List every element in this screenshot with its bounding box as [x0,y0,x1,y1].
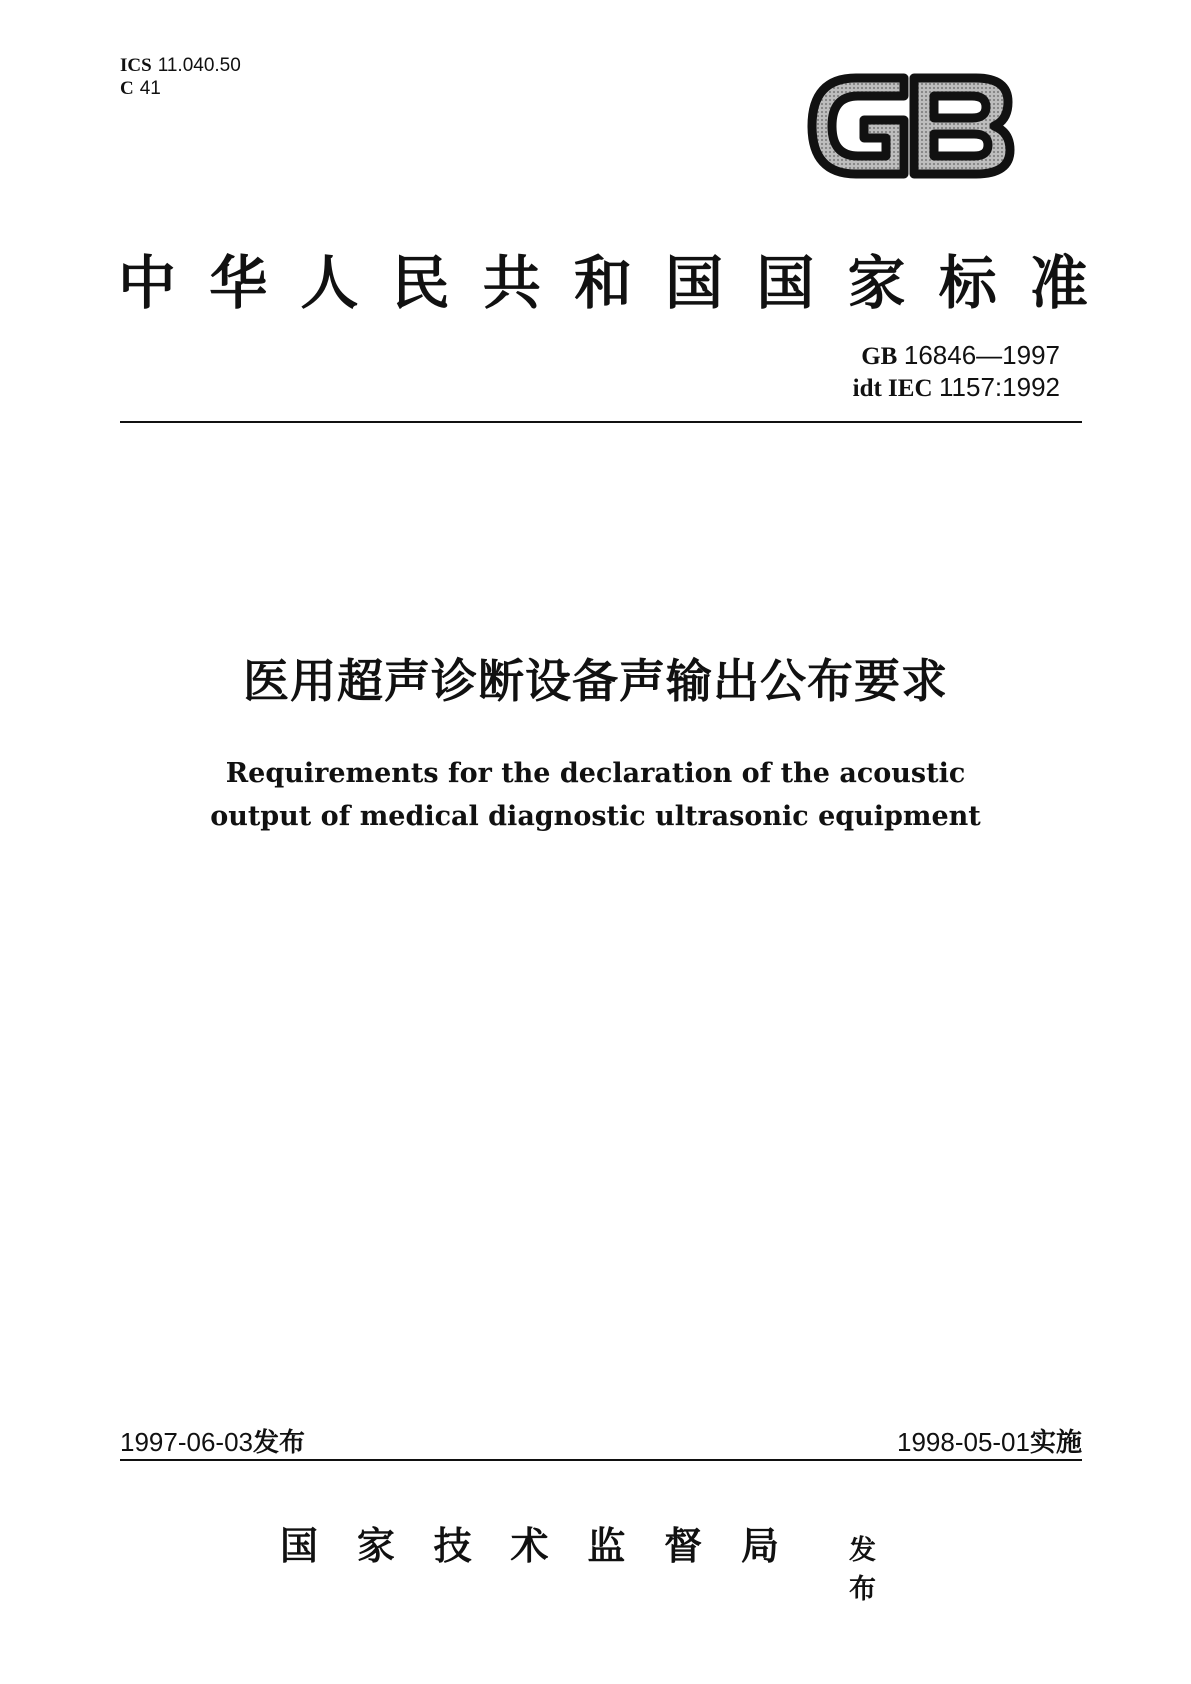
document-title-chinese: 医用超声诊断设备声输出公布要求 [243,654,948,708]
bottom-divider [120,1459,1082,1461]
title-char: 国 [756,249,815,317]
issuer-char: 术 [510,1523,549,1568]
idt-number [690,372,1060,404]
title-char: 华 [209,249,268,317]
issuer-char: 督 [664,1523,703,1568]
title-char: 共 [482,249,541,317]
implementation-date: 1998-05-01 [896,1427,1030,1457]
issuer-char: 局 [740,1523,779,1568]
issuer-char: 国 [280,1523,319,1568]
title-char: 国 [665,249,724,317]
issuer-action: 发布 [848,1535,886,1605]
classification-codes [120,54,241,100]
ccs-label: C [120,78,134,99]
title-char: 准 [1029,249,1088,317]
issue-date: 1997-06-03 [120,1427,253,1457]
ics-code [120,54,241,77]
document-title-english [0,752,1191,838]
issuer-block [280,1515,920,1606]
ccs-value: 41 [139,78,161,99]
title-char: 民 [391,249,450,317]
gb-number-value: 16846—1997 [903,340,1060,370]
issue-date-block [120,1422,305,1459]
title-char: 和 [573,249,632,317]
idt-number-label: idt IEC [852,375,933,402]
idt-number-value: 1157:1992 [939,372,1060,402]
implementation-date-block [720,1422,1082,1459]
english-title-line-2: output of medical diagnostic ultrasonic equipment [210,801,981,832]
issuer-char: 家 [356,1523,395,1568]
title-char: 人 [300,249,359,317]
ccs-code [120,77,241,100]
gb-logo-icon [804,70,1016,182]
national-standard-title [118,236,1088,320]
title-char: 中 [118,249,177,317]
issuer-name [280,1515,779,1570]
issue-label: 发布 [253,1428,306,1458]
gb-number [690,340,1060,372]
title-char: 家 [847,249,906,317]
gb-number-label: GB [861,343,898,370]
ics-value: 11.040.50 [157,55,241,76]
top-divider [120,421,1082,423]
standard-number-block [690,340,1060,404]
ics-label: ICS [120,55,152,76]
title-char: 标 [938,249,997,317]
issuer-char: 技 [433,1523,472,1568]
issuer-char: 监 [587,1523,626,1568]
english-title-line-1: Requirements for the declaration of the acoustic [225,758,966,789]
implementation-label: 实施 [1029,1428,1082,1458]
